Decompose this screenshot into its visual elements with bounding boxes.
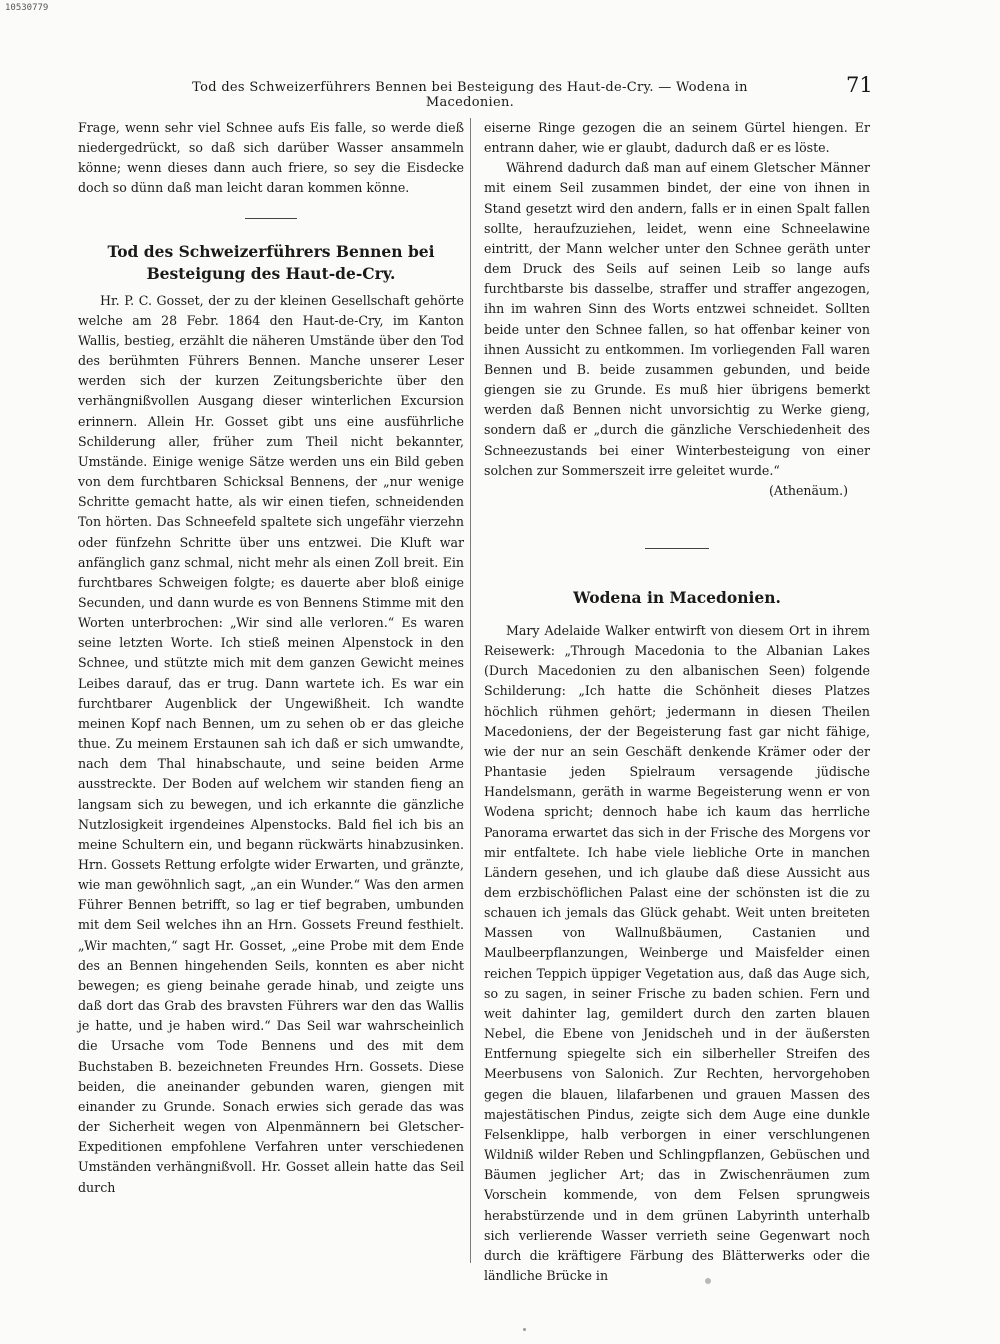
section-divider — [645, 548, 709, 549]
right-column — [484, 118, 870, 1286]
scan-speck — [705, 1278, 711, 1284]
article-paragraph-bennen: Hr. P. C. Gosset, der zu der kleinen Gesellschaft gehörte welche am 28 Febr. 1864 den Haut-de-Cry, im Kanton Wallis, bestieg, erzählt die näheren Umstände über den Tod des berühmten Führers Bennen. Manche unserer Leser werden sich der kurzen Zeitungsberichte über den verhängnißvollen Ausgang dieser winterlichen Excursion erinnern. Allein Hr. Gosset gibt uns eine ausführliche Schilderung aller, früher zum Theil nicht bekannter, Umstände. Einige wenige Sätze werden uns ein Bild geben von dem furchtbaren Schicksal Bennens, der „nur wenige Schritte gemacht hatte, als wir einen tiefen, schneidenden Ton hörten. Das Schneefeld spaltete sich ungefähr vierzehn oder fünfzehn Schritte über uns entzwei. Die Kluft war anfänglich ganz schmal, nicht mehr als einen Zoll breit. Ein furchtbares Schweigen folgte; es dauerte aber bloß einige Secunden, und dann wurde es von Bennens Stimme mit den Worten unterbrochen: „Wir sind alle verloren.“ Es waren seine letzten Worte. Ich stieß meinen Alpenstock in den Schnee, und stützte mich mit dem ganzen Gewicht meines Leibes darauf, das er trug. Dann wartete ich. Es war ein furchtbarer Augenblick der Ungewißheit. Ich wandte meinen Kopf nach Bennen, um zu sehen ob er das gleiche thue. Zu meinem Erstaunen sah ich daß er sich umwandte, nach dem Thal hinabschaute, und seine beiden Arme ausstreckte. Der Boden auf welchem wir standen fieng an langsam sich zu bewegen, und ich erkannte die gänzliche Nutzlosigkeit irgendeines Alpenstocks. Bald fiel ich bis an meine Schultern ein, und begann rückwärts hinabzusinken. Hrn. Gossets Rettung erfolgte wider Erwarten, und gränzte, wie man gewöhnlich sagt, „an ein Wunder.“ Was den armen Führer Bennen betrifft, so lag er tief begraben, umbunden mit dem Seil welches ihn an Hrn. Gossets Freund festhielt. „Wir machten,“ sagt Hr. Gosset, „eine Probe mit dem Ende des an Bennen hingehenden Seils, konnten es aber nicht bewegen; es gieng beinahe gerade hinab, und zeigte uns daß dort das Grab des bravsten Führers war den das Wallis je hatte, und je haben wird.“ Das Seil war wahrscheinlich die Ursache vom Tode Bennens und des mit dem Buchstaben B. bezeichneten Freundes Hrn. Gossets. Diese beiden, die aneinander gebunden waren, giengen mit einander zu Grunde. Sonach erwies sich gerade das was der Sicherheit wegen von Alpenmännern bei Gletscher-Expeditionen empfohlene Verfahren unter verschiedenen Umständen verhängnißvoll. Hr. Gosset allein hatte das Seil durch — [78, 292, 464, 1195]
scan-id-stamp: 10530779 — [5, 3, 49, 13]
running-head: Tod des Schweizerführers Bennen bei Besteigung des Haut-de-Cry. — Wodena in Macedonien. — [192, 80, 748, 110]
source-attribution: (Athenäum.) — [769, 482, 848, 498]
article-paragraph-rope: Während dadurch daß man auf einem Gletscher Männer mit einem Seil zusammen bindet, der eine von ihnen in Stand gesetzt wird den andern, falls er in einen Spalt fallen sollte, heraufzuziehen, leidet, wenn eine Schneelawine eintritt, der Mann welcher unter den Schnee geräth unter dem Druck des Seils auf seinen Leib so lange aufs furchtbarste bis dasselbe, straffer und straffer angezogen, ihn im wahren Sinn des Worts entzwei schneidet. Sollten beide unter den Schnee fallen, so hat offenbar keiner von ihnen Aussicht zu entkommen. Im vorliegenden Fall waren Bennen und B. beide zusammen gebunden, und beide giengen sie zu Grunde. Es muß hier übrigens bemerkt werden daß Bennen nicht unvorsichtig zu Werke gieng, sondern daß er „durch die gänzliche Verschiedenheit des Schneezustands bei einer Winterbesteigung von einer solchen zur Sommerszeit irre geleitet wurde.“ — [484, 160, 870, 478]
page-number: 71 — [846, 73, 873, 97]
left-column — [78, 118, 464, 1198]
article-heading-bennen: Tod des Schweizerführers Bennen bei Besteigung des Haut-de-Cry. — [107, 241, 435, 283]
article-heading-wodena: Wodena in Macedonien. — [573, 587, 781, 607]
section-divider — [245, 218, 297, 219]
column-divider — [470, 118, 471, 1263]
article-paragraph-wodena: Mary Adelaide Walker entwirft von diesem Ort in ihrem Reisewerk: „Through Macedonia to the Albanian Lakes (Durch Macedonien zu den albanischen Seen) folgende Schilderung: „Ich hatte die Schönheit dieses Platzes höchlich rühmen gehört; jedermann in diesen Theilen Macedoniens, der der Begeisterung fast gar nicht fähige, wie der nur an sein Geschäft denkende Krämer oder der Phantasie jeden Spielraum versagende jüdische Handelsmann, geräth in warme Begeisterung wenn er von Wodena spricht; dennoch habe ich kaum das herrliche Panorama erwartet das sich in der Frische des Morgens vor mir entfaltete. Ich habe viele liebliche Orte in manchen Ländern gesehen, und ich glaube daß diese Aussicht aus dem erzbischöflichen Palast eine der schönsten ist die zu schauen ich jemals das Glück gehabt. Weit unten breiteten Massen von Wallnußbäumen, Castanien und Maulbeerpflanzungen, Weinberge und Maisfelder einen reichen Teppich üppiger Vegetation aus, daß das Auge sich, so zu sagen, in seiner Frische zu baden schien. Fern und weit dahinter lag, gemildert durch den zarten blauen Nebel, die Ebene von Jenidscheh und in der äußersten Entfernung spiegelte sich ein silberheller Streifen des Meerbusens von Salonich. Zur Rechten, hervorgehoben gegen die blauen, lilafarbenen und grauen Massen des majestätischen Pindus, zeigte sich dem Auge eine dunkle Felsenklippe, halb verborgen in einer verschlungenen Wildniß wilder Reben und Schlingpflanzen, Gebüschen und Bäumen jeglicher Art; das in Zwischenräumen zum Vorschein kommende, von dem Felsen sprungweis herabstürzende und in dem grünen Labyrinth unterhalb sich verlierende Wasser verrieth seine Gegenwart noch durch die kräftigere Färbung des Blätterwerks oder die ländliche Brücke in — [484, 622, 870, 1283]
intro-paragraph: Frage, wenn sehr viel Schnee aufs Eis falle, so werde dieß niedergedrückt, so daß sich darüber Wasser ansammeln könne; wenn dieses dann auch friere, so sey die Eisdecke doch so dünn daß man leicht daran kommen könne. — [78, 120, 464, 196]
continuation-paragraph: eiserne Ringe gezogen die an seinem Gürtel hiengen. Er entrann daher, wie er glaubt, dadurch daß er es löste. — [484, 120, 870, 156]
scan-speck — [523, 1328, 526, 1331]
